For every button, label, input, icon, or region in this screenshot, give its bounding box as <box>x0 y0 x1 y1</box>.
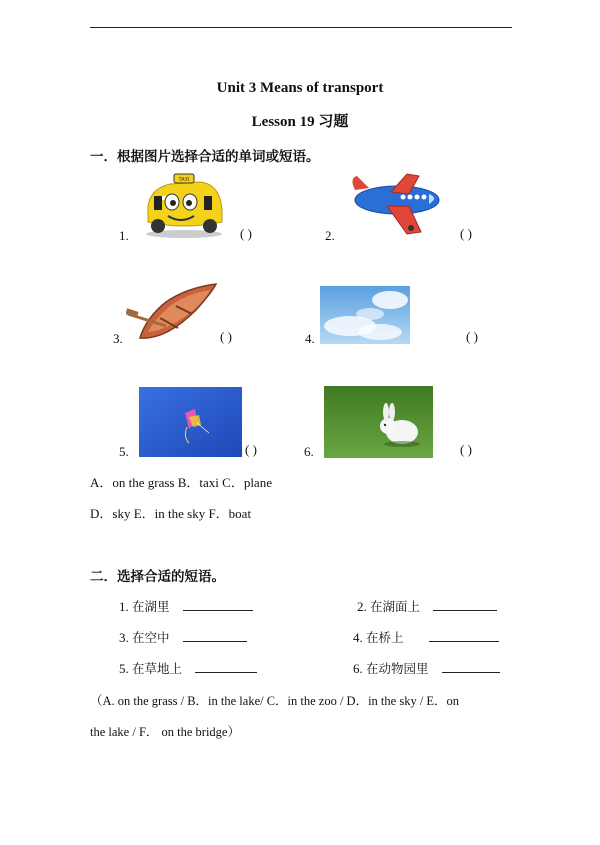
part2-item6-text: 在动物园里 <box>366 661 429 676</box>
part2-item6-blank[interactable] <box>442 660 500 673</box>
part2-item1 <box>119 597 253 615</box>
plane-icon <box>347 170 445 236</box>
part2-item4-text: 在桥上 <box>366 630 404 645</box>
part2-item6-number: 6. <box>353 661 363 676</box>
part2-item2-number: 2. <box>357 599 367 614</box>
top-rule <box>90 27 512 28</box>
part2-item4 <box>353 628 499 646</box>
item5-number: 5. <box>119 444 129 459</box>
part2-item5-text: 在草地上 <box>132 661 183 676</box>
part2-item5-number: 5. <box>119 661 129 676</box>
part2-item1-text: 在湖里 <box>132 599 170 614</box>
part1-options-line1: A．on the grass B．taxi C．plane <box>90 475 272 490</box>
item6-number: 6. <box>304 444 314 459</box>
item1-number: 1. <box>119 228 129 243</box>
item2-answer-paren[interactable]: ( ) <box>460 226 472 241</box>
item6-answer-paren[interactable]: ( ) <box>460 442 472 457</box>
boat-icon <box>126 280 220 344</box>
part2-item4-number: 4. <box>353 630 363 645</box>
part2-item3-number: 3. <box>119 630 129 645</box>
part2-item3-text: 在空中 <box>132 630 170 645</box>
part2-item5 <box>119 659 257 677</box>
unit-title: Unit 3 Means of transport <box>216 80 384 96</box>
part2-item1-blank[interactable] <box>183 598 253 611</box>
part2-options-line2: the lake / F． on the bridge） <box>90 725 240 739</box>
item1-answer-paren[interactable]: ( ) <box>240 226 252 241</box>
part2-item2-blank[interactable] <box>433 598 497 611</box>
part2-options-line1: （A. on the grass / B．in the lake/ C．in the zoo / D．in the sky / E．on <box>90 694 460 708</box>
part2-item5-blank[interactable] <box>195 660 257 673</box>
part2-item6 <box>353 659 500 677</box>
item3-number: 3. <box>113 331 123 346</box>
part2-heading: 二．选择合适的短语。 <box>90 569 225 585</box>
item4-answer-paren[interactable]: ( ) <box>466 329 478 344</box>
kite-photo <box>139 387 242 457</box>
item4-number: 4. <box>305 331 315 346</box>
part2-item1-number: 1. <box>119 599 129 614</box>
taxi-icon <box>140 170 228 238</box>
part2-item4-blank[interactable] <box>429 629 499 642</box>
rabbit-grass-photo <box>324 386 433 458</box>
item3-answer-paren[interactable]: ( ) <box>220 329 232 344</box>
part2-item2-text: 在湖面上 <box>370 599 421 614</box>
svg-text:TAXI: TAXI <box>178 177 190 183</box>
part1-options-line2: D．sky E．in the sky F．boat <box>90 506 252 521</box>
item5-answer-paren[interactable]: ( ) <box>245 442 257 457</box>
sky-photo <box>320 286 410 344</box>
part2-item2 <box>357 597 497 615</box>
part2-item3-blank[interactable] <box>183 629 247 642</box>
item2-number: 2. <box>325 228 335 243</box>
part2-item3 <box>119 628 247 646</box>
part1-heading: 一．根据图片选择合适的单词或短语。 <box>90 149 320 165</box>
lesson-title: Lesson 19 习题 <box>251 114 349 130</box>
